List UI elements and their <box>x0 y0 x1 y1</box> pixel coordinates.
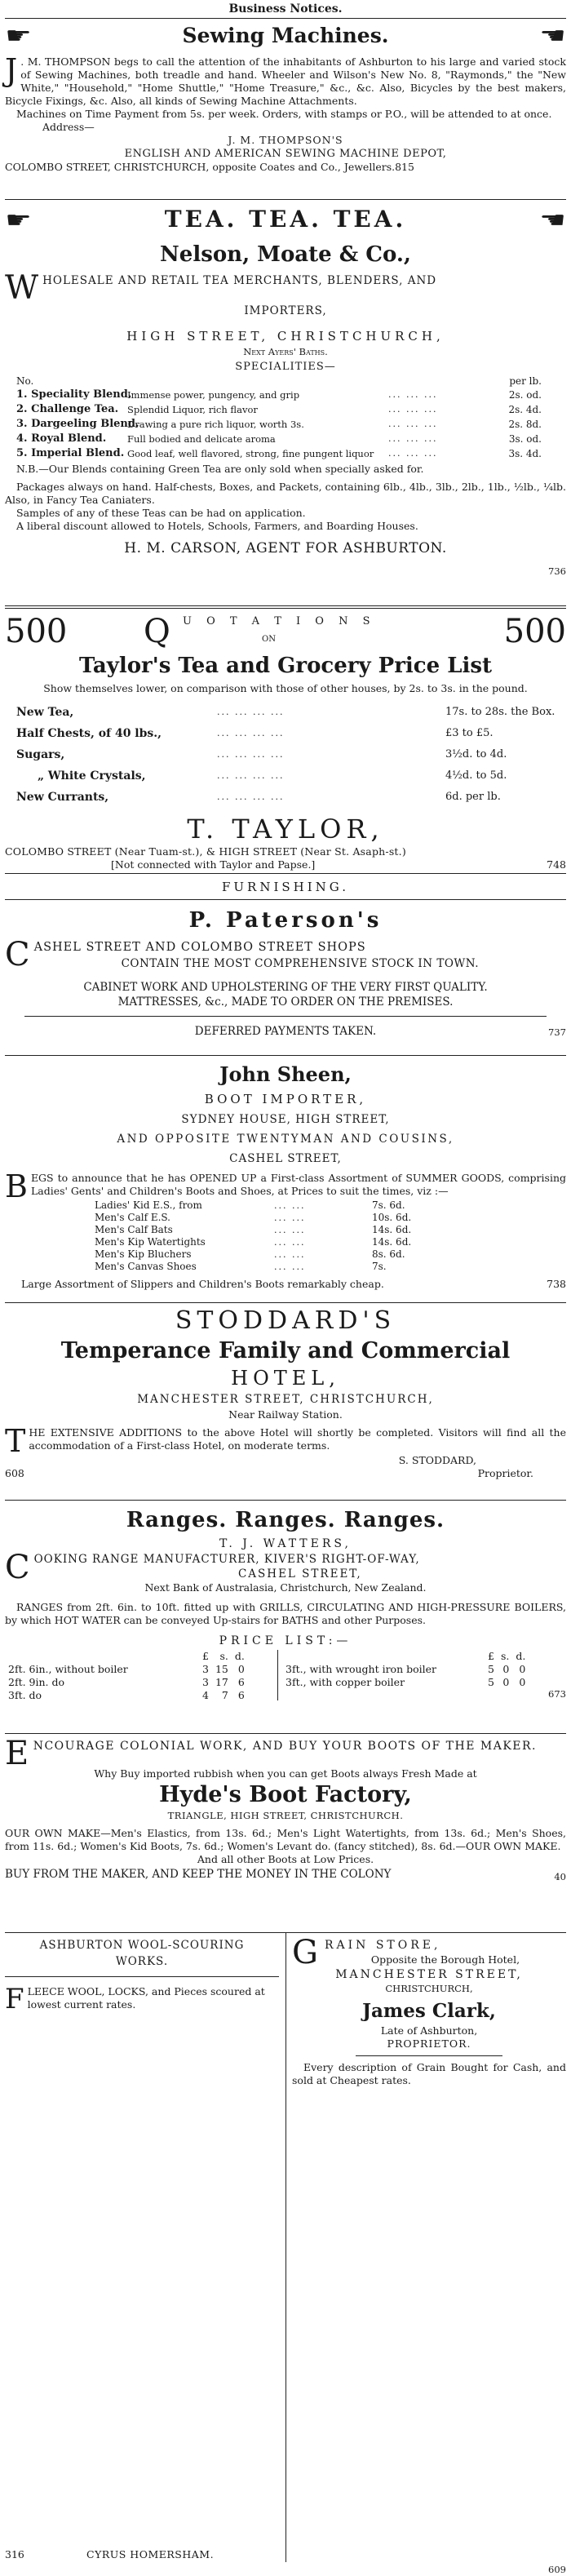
leader-dots: ... ... <box>274 1213 306 1223</box>
item-price: 14s. 6d. <box>372 1224 412 1235</box>
drop-cap: W <box>5 269 40 307</box>
ad-title: Temperance Family and Commercial <box>60 1338 511 1363</box>
leader-dots: ... ... ... ... <box>217 707 285 717</box>
price-pence: 0 <box>519 1663 526 1675</box>
tea-banner: TEA. TEA. TEA. <box>164 206 407 233</box>
blend-name: 3. Dargeeling Blend. <box>16 418 139 430</box>
ad-body: . M. THOMPSON begs to call the attention of the inhabitants of Ashburton to his large and varied stock of Sewing Machines, both treadle and hand. Wheeler and Wilson's New No. 8, "Raymonds," the "New White," "Household," "Home Shuttle," "Home Treasure," &c., &c. Also, Bicycles by the best makers, Bicycle Fixings, &c. Also, all kinds of Sewing Machine Attachments. <box>5 55 566 107</box>
item-price: 6d. per lb. <box>445 791 501 803</box>
price-row <box>5 1224 566 1236</box>
price-table-row <box>5 1663 248 1676</box>
price-row <box>5 765 566 787</box>
item-name: Men's Kip Bluchers <box>95 1248 192 1260</box>
ad-line: MATTRESSES, &c., MADE TO ORDER ON THE PREMISES. <box>117 995 454 1009</box>
range-size: 2ft. 9in. do <box>8 1676 65 1688</box>
price-row <box>5 787 566 808</box>
near-location: Near Railway Station. <box>228 1408 343 1421</box>
near-location: Next Ayers' Baths. <box>243 346 328 357</box>
ad-title: WORKS. <box>115 1955 169 1968</box>
ad-body: EGS to announce that he has OPENED UP a First-class Assortment of SUMMER GOODS, comprising Ladies' Gents' and Children's Boots and Shoes, at Prices to suit the times, viz :— <box>30 1172 566 1197</box>
blend-description: Full bodied and delicate aroma <box>127 433 276 445</box>
ad-taylor <box>5 614 566 871</box>
blend-price: 3s. 4d. <box>508 448 542 459</box>
range-size: 3ft., with wrought iron boiler <box>286 1663 436 1675</box>
drop-cap: C <box>5 936 31 973</box>
quotations-number-left: 500 <box>5 613 68 650</box>
price-shillings: 0 <box>502 1676 510 1688</box>
divider <box>5 873 566 874</box>
item-name: Ladies' Kid E.S., from <box>95 1199 202 1211</box>
ad-line: ASHEL STREET AND COLOMBO STREET SHOPS <box>33 941 366 954</box>
price-row <box>5 1236 566 1248</box>
blend-name: 4. Royal Blend. <box>16 432 107 445</box>
agent-line: H. M. CARSON, AGENT FOR ASHBURTON. <box>124 540 447 556</box>
pointing-hand-icon: ☛ <box>5 206 32 233</box>
ad-line: DEFERRED PAYMENTS TAKEN. <box>194 1025 377 1038</box>
section-header <box>5 2 566 16</box>
merchant-name: T. TAYLOR, <box>187 814 384 845</box>
leader-dots: ... ... <box>274 1200 306 1211</box>
ad-line: CASHEL STREET, <box>237 1567 362 1581</box>
ad-line: RAIN STORE, <box>324 1939 441 1952</box>
street-address: MANCHESTER STREET, CHRISTCHURCH, <box>137 1393 434 1406</box>
currency-column-header: £ <box>202 1650 209 1662</box>
ad-number: 608 <box>5 1467 24 1479</box>
item-price: 17s. to 28s. the Box. <box>445 706 556 718</box>
street-address: HIGH STREET, CHRISTCHURCH, <box>126 329 445 344</box>
price-row <box>5 702 566 723</box>
packages-note: Packages always on hand. Half-chests, Boxes, and Packets, containing 6lb., 4lb., 3lb., 2lb., 1lb., ½lb., ¼lb. Also, in Fancy Tea Caniaters. <box>5 481 566 506</box>
blend-price: 2s. 8d. <box>508 419 542 430</box>
ad-body: RANGES from 2ft. 6in. to 10ft. fitted up with GRILLS, CIRCULATING AND HIGH-PRESSURE BOILERS, by which HOT WATER can be conveyed Up-stairs for BATHS and other Purposes. <box>5 1601 566 1626</box>
currency-column-header: s. <box>500 1650 510 1662</box>
quotations-on: ON <box>262 635 276 644</box>
ad-line: NCOURAGE COLONIAL WORK, AND BUY YOUR BOOTS OF THE MAKER. <box>33 1740 537 1753</box>
blend-description: Drawing a pure rich liquor, worth 3s. <box>127 419 304 430</box>
ad-line: MANCHESTER STREET, <box>335 1968 523 1981</box>
blend-row <box>5 432 566 446</box>
divider <box>5 18 566 19</box>
price-pence: 6 <box>237 1676 245 1688</box>
divider <box>356 2055 502 2056</box>
ad-subtitle: BOOT IMPORTER, <box>204 1092 367 1106</box>
quotations-q: Q <box>144 613 170 650</box>
price-shillings: 17 <box>215 1676 228 1688</box>
samples-note: Samples of any of these Teas can be had on application. <box>16 507 306 519</box>
price-shillings: 7 <box>221 1689 228 1701</box>
item-price: 4½d. to 5d. <box>445 769 507 782</box>
price-row <box>5 1261 566 1273</box>
ad-line: HOLESALE AND RETAIL TEA MERCHANTS, BLENDERS, AND <box>42 274 437 287</box>
ad-line: SYDNEY HOUSE, HIGH STREET, <box>181 1113 390 1126</box>
price-pounds: 5 <box>488 1676 494 1688</box>
ad-body: Every description of Grain Bought for Cash, and sold at Cheapest rates. <box>292 2061 566 2086</box>
price-list-heading: PRICE LIST:— <box>219 1634 352 1647</box>
ad-title: Ranges. Ranges. Ranges. <box>126 1508 445 1532</box>
item-price: 8s. 6d. <box>372 1248 405 1260</box>
street-address: TRIANGLE, HIGH STREET, CHRISTCHURCH. <box>167 1810 404 1821</box>
price-pounds: 4 <box>202 1689 209 1701</box>
hotel-label: HOTEL, <box>231 1367 340 1390</box>
no-label: No. <box>16 375 34 387</box>
ad-title: Nelson, Moate & Co., <box>160 242 411 267</box>
price-table-row <box>282 1663 529 1676</box>
ad-title: Taylor's Tea and Grocery Price List <box>79 654 492 678</box>
divider <box>5 605 566 606</box>
price-pounds: 3 <box>202 1676 209 1688</box>
address-label: Address— <box>42 121 95 133</box>
specialities-heading: SPECIALITIES— <box>235 361 336 373</box>
price-table-left <box>5 1650 248 1702</box>
leader-dots: ... ... <box>274 1237 306 1248</box>
street-address: COLOMBO STREET, CHRISTCHURCH, opposite Coates and Co., Jewellers. <box>5 161 396 173</box>
ad-note: [Not connected with Taylor and Papse.] <box>111 858 316 871</box>
ad-number: 673 <box>548 1688 566 1700</box>
ad-line: CONTAIN THE MOST COMPREHENSIVE STOCK IN TOWN. <box>121 957 480 970</box>
price-list <box>5 1199 566 1273</box>
item-name: Men's Calf Bats <box>95 1224 173 1235</box>
ad-title: P. Paterson's <box>188 908 383 933</box>
item-name: New Tea, <box>16 706 74 719</box>
ad-hyde <box>5 1735 566 1882</box>
ad-intro: Show themselves lower, on comparison with those of other houses, by 2s. to 3s. in the pound. <box>43 682 528 694</box>
blend-price: 3s. od. <box>508 433 542 445</box>
item-price: 14s. 6d. <box>372 1236 412 1248</box>
price-row <box>5 1199 566 1212</box>
ad-thompson <box>5 21 566 174</box>
item-price: 3½d. to 4d. <box>445 748 507 760</box>
pointing-hand-icon: ☛ <box>5 22 32 49</box>
currency-column-header: s. <box>219 1650 228 1662</box>
ad-body: OUR OWN MAKE—Men's Elastics, from 13s. 6d.; Men's Light Watertights, from 13s. 6d.; Men's Shoes, from 11s. 6d.; Women's Kid Boots, 7s. 6d.; Women's Levant do. (fancy stitched), 8s. 6d.—OUR OWN MAKE. <box>5 1827 566 1852</box>
leader-dots: ... ... ... <box>388 389 438 400</box>
divider <box>5 1500 566 1501</box>
range-size: 3ft. do <box>8 1689 42 1701</box>
ad-line: AND OPPOSITE TWENTYMAN AND COUSINS, <box>117 1133 454 1146</box>
price-row <box>5 1248 566 1261</box>
pointing-hand-icon: ☛ <box>539 22 566 49</box>
price-table-header <box>5 1650 248 1663</box>
item-price: 7s. <box>372 1261 387 1272</box>
ad-line: Next Bank of Australasia, Christchurch, New Zealand. <box>144 1581 427 1594</box>
currency-column-header: d. <box>234 1650 245 1662</box>
ad-homersham <box>5 1937 279 2561</box>
leader-dots: ... ... ... ... <box>217 749 285 760</box>
price-table-row <box>5 1676 248 1689</box>
price-row <box>5 744 566 765</box>
item-name: Half Chests, of 40 lbs., <box>16 727 162 740</box>
leader-dots: ... ... <box>274 1225 306 1235</box>
proprietor-name: CYRUS HOMERSHAM. <box>86 2548 215 2560</box>
discount-note: A liberal discount allowed to Hotels, Schools, Farmers, and Boarding Houses. <box>16 520 418 532</box>
ad-nelson-moate <box>5 202 566 578</box>
divider <box>5 1055 566 1056</box>
ad-line: CABINET WORK AND UPHOLSTERING OF THE VERY FIRST QUALITY. <box>83 981 488 994</box>
drop-cap: E <box>5 1735 30 1772</box>
ad-line: CHRISTCHURCH, <box>385 1983 473 1994</box>
proprietor-name: S. STODDARD, <box>398 1454 476 1466</box>
ad-number: 748 <box>547 858 566 871</box>
column-divider <box>277 1650 278 1700</box>
range-size: 2ft. 6in., without boiler <box>8 1663 128 1675</box>
ad-number: 40 <box>554 1871 566 1882</box>
ad-title: John Sheen, <box>219 1062 352 1086</box>
item-price: 7s. 6d. <box>372 1199 405 1211</box>
ad-stoddard <box>5 1306 566 1480</box>
ad-line: Opposite the Borough Hotel, <box>370 1953 520 1966</box>
price-list <box>5 702 566 808</box>
divider <box>24 1016 547 1017</box>
proprietor-role: Proprietor. <box>477 1467 533 1479</box>
item-name: Men's Canvas Shoes <box>95 1261 197 1272</box>
divider <box>5 199 566 200</box>
divider <box>5 1733 566 1734</box>
blend-name: 2. Challenge Tea. <box>16 403 119 415</box>
header-spacer <box>5 1650 199 1663</box>
ad-number: 736 <box>548 565 566 577</box>
price-row <box>5 1212 566 1224</box>
quotations-word: U O T A T I O N S <box>183 615 376 627</box>
divider <box>5 899 566 900</box>
blend-price: 2s. 4d. <box>508 404 542 415</box>
item-name: „ White Crystals, <box>38 769 146 783</box>
blend-description: Good leaf, well flavored, strong, fine pungent liquor <box>127 448 374 459</box>
ad-sheen <box>5 1061 566 1291</box>
drop-cap: B <box>5 1168 28 1204</box>
item-name: Men's Kip Watertights <box>95 1236 206 1248</box>
leader-dots: ... ... ... <box>388 404 438 415</box>
drop-cap: J <box>5 52 18 88</box>
per-label: per lb. <box>509 375 542 387</box>
leader-dots: ... ... ... <box>388 419 438 429</box>
price-table-row <box>282 1676 529 1689</box>
blend-name: 1. Speciality Blend. <box>16 388 132 401</box>
blend-row <box>5 388 566 402</box>
ad-line: And all other Boots at Low Prices. <box>197 1853 374 1865</box>
manufacturer-name: T. J. WATTERS, <box>219 1537 352 1550</box>
leader-dots: ... ... ... ... <box>217 791 285 802</box>
drop-cap: G <box>292 1934 321 1971</box>
ad-title: ASHBURTON WOOL-SCOURING <box>39 1939 245 1952</box>
price-pence: 6 <box>237 1689 245 1701</box>
item-name: New Currants, <box>16 791 109 804</box>
ad-title: James Clark, <box>362 2000 496 2022</box>
price-table <box>5 1650 566 1700</box>
ad-title: Sewing Machines. <box>182 24 389 47</box>
blend-price: 2s. od. <box>508 389 542 401</box>
item-price: £3 to £5. <box>445 727 494 739</box>
blends-list <box>5 388 566 461</box>
proprietor-role: PROPRIETOR. <box>387 2037 471 2050</box>
hotel-owner: STODDARD'S <box>175 1306 396 1335</box>
ad-number: 738 <box>547 1278 566 1290</box>
header-spacer <box>282 1650 485 1663</box>
furnishing-banner: FURNISHING. <box>221 880 350 894</box>
ad-terms: Machines on Time Payment from 5s. per week. Orders, with stamps or P.O., will be attended to at once. <box>16 108 552 120</box>
price-shillings: 0 <box>502 1663 510 1675</box>
leader-dots: ... ... ... ... <box>217 728 285 738</box>
leader-dots: ... ... ... ... <box>217 770 285 781</box>
pointing-hand-icon: ☛ <box>539 206 566 233</box>
divider <box>5 608 566 609</box>
blend-description: Immense power, pungency, and grip <box>127 389 300 401</box>
leader-dots: ... ... ... <box>388 448 438 459</box>
price-row <box>5 723 566 744</box>
ad-clark <box>292 1934 566 2576</box>
ad-line: Late of Ashburton, <box>380 2024 478 2037</box>
blend-name: 5. Imperial Blend. <box>16 447 125 459</box>
item-price: 10s. 6d. <box>372 1212 412 1223</box>
address-name: J. M. THOMPSON'S <box>228 134 343 146</box>
blend-row <box>5 402 566 417</box>
currency-column-header: d. <box>516 1650 526 1662</box>
ad-line: CASHEL STREET, <box>229 1152 342 1165</box>
currency-column-header: £ <box>488 1650 494 1662</box>
nb-note: N.B.—Our Blends containing Green Tea are only sold when specially asked for. <box>16 463 424 475</box>
ad-line: IMPORTERS, <box>244 304 327 317</box>
blend-row <box>5 446 566 461</box>
drop-cap: C <box>5 1549 31 1586</box>
price-pounds: 3 <box>202 1663 209 1675</box>
price-pounds: 5 <box>488 1663 494 1675</box>
quotations-number-right: 500 <box>503 613 566 650</box>
ad-footer: BUY FROM THE MAKER, AND KEEP THE MONEY IN THE COLONY <box>5 1868 392 1881</box>
price-pence: 0 <box>237 1663 245 1675</box>
header-title: Business Notices. <box>228 2 343 16</box>
leader-dots: ... ... <box>274 1249 306 1260</box>
divider <box>5 1976 279 1977</box>
ad-body: LEECE WOOL, LOCKS, and Pieces scoured at lowest current rates. <box>27 1985 265 2011</box>
ad-line: OOKING RANGE MANUFACTURER, KIVER'S RIGHT-OF-WAY, <box>33 1553 420 1566</box>
price-table-header <box>282 1650 529 1663</box>
item-name: Sugars, <box>16 748 65 761</box>
leader-dots: ... ... ... <box>388 433 438 444</box>
ad-title: Hyde's Boot Factory, <box>159 1782 412 1807</box>
divider <box>5 1302 566 1303</box>
drop-cap: F <box>5 1983 24 2015</box>
ad-number: 316 <box>5 2548 24 2560</box>
blend-description: Splendid Liquor, rich flavor <box>127 404 258 415</box>
item-name: Men's Calf E.S. <box>95 1212 170 1223</box>
ad-line: Why Buy imported rubbish when you can get Boots always Fresh Made at <box>94 1767 477 1780</box>
ad-number: 737 <box>548 1026 566 1038</box>
range-size: 3ft., with copper boiler <box>286 1676 405 1688</box>
ad-watters <box>5 1505 566 1700</box>
price-table-right <box>282 1650 529 1689</box>
price-shillings: 15 <box>215 1663 228 1675</box>
blend-row <box>5 417 566 432</box>
price-pence: 0 <box>519 1676 526 1688</box>
street-address: COLOMBO STREET (Near Tuam-st.), & HIGH STREET (Near St. Asaph-st.) <box>5 845 406 858</box>
price-table-row <box>5 1689 248 1702</box>
ad-number: 815 <box>395 161 414 173</box>
ad-number: 609 <box>548 2564 566 2575</box>
depot-name: ENGLISH AND AMERICAN SEWING MACHINE DEPOT, <box>124 148 447 160</box>
leader-dots: ... ... <box>274 1261 306 1272</box>
ad-body: HE EXTENSIVE ADDITIONS to the above Hotel will shortly be completed. Visitors will find all the accommodation of a First-class Hotel, on moderate terms. <box>29 1426 566 1452</box>
ad-paterson <box>5 878 566 1039</box>
ad-footer: Large Assortment of Slippers and Children's Boots remarkably cheap. <box>21 1278 384 1290</box>
drop-cap: T <box>5 1423 26 1459</box>
